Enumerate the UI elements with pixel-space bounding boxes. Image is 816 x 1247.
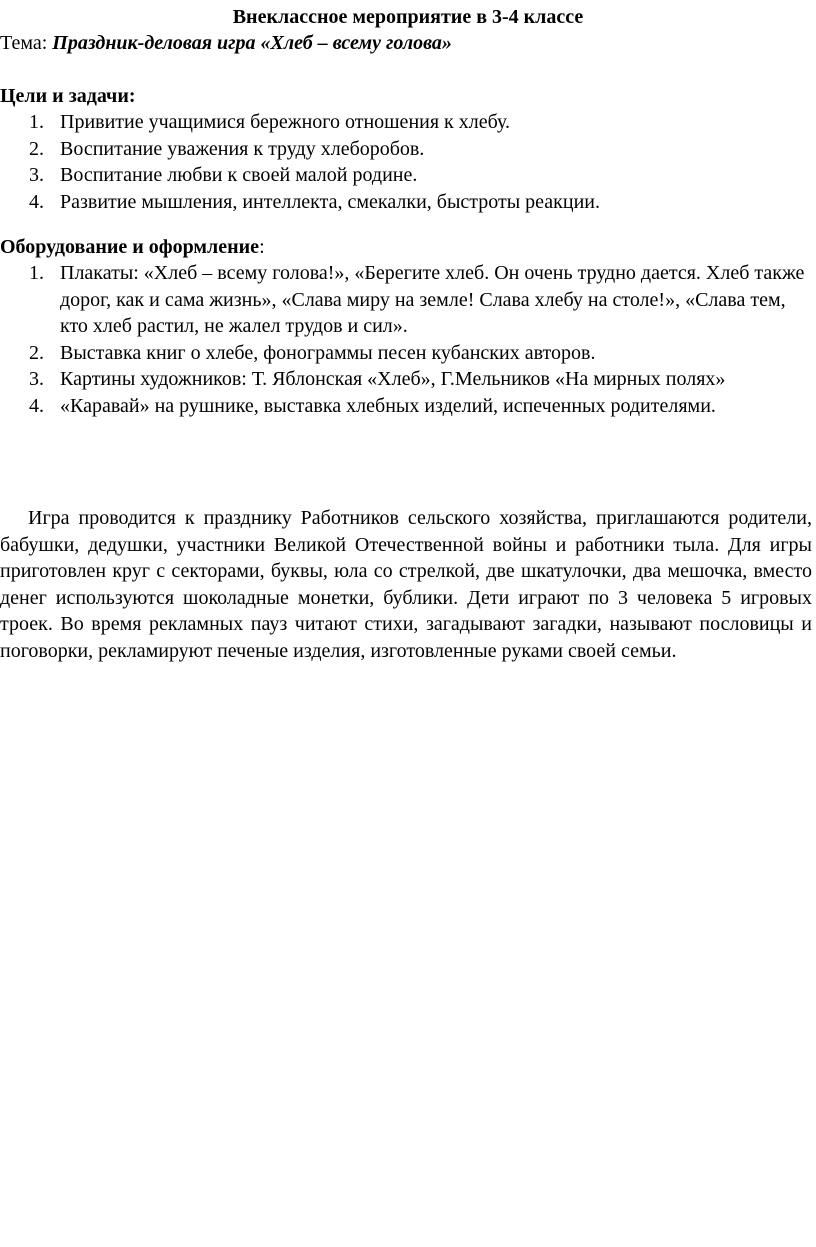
list-number: 2. xyxy=(29,341,44,364)
list-item xyxy=(0,366,812,393)
topic-value: Праздник-деловая игра «Хлеб – всему голова» xyxy=(52,32,452,54)
topic-line xyxy=(0,30,816,57)
topic-label: Тема: xyxy=(0,32,53,54)
list-number: 3. xyxy=(29,368,44,390)
list-item-text: Воспитание уважения к труду хлеборобов. xyxy=(60,137,425,160)
list-item xyxy=(0,393,812,420)
equipment-heading-line xyxy=(0,234,816,261)
list-item xyxy=(0,162,812,189)
equipment-heading: Оборудование и оформление xyxy=(0,236,260,258)
list-item xyxy=(0,109,812,136)
list-item-text: «Каравай» на рушнике, выставка хлебных изделий, испеченных родителями. xyxy=(60,394,716,417)
goals-heading: Цели и задачи: xyxy=(0,85,136,107)
list-number: 4. xyxy=(29,190,44,213)
equipment-list xyxy=(0,260,812,419)
document-title: Внеклассное мероприятие в 3-4 классе xyxy=(232,6,584,28)
list-number: 4. xyxy=(29,394,44,417)
list-number: 1. xyxy=(29,111,44,133)
list-item xyxy=(0,189,812,216)
list-item xyxy=(0,340,812,367)
list-item xyxy=(0,260,812,340)
list-number: 2. xyxy=(29,137,44,160)
list-item-text: Привитие учащимися бережного отношения к хлебу. xyxy=(60,111,511,133)
description-paragraph: Игра проводится к празднику Работников сельского хозяйства, приглашаются родители, бабушки, дедушки, участники Великой Отечественной войны и работники тыла. Для игры приготовлен круг с секторами, буквы, юла со стрелкой, две шкатулочки, два мешочка, вместо денег используются шоколадные монетки, бублики. Дети играют по 3 человека 5 игровых троек. Во время рекламных пауз читают стихи, загадывают загадки, называют пословицы и поговорки, рекламируют печеные изделия, изготовленные руками своей семьи. xyxy=(0,507,812,662)
goals-list xyxy=(0,109,812,215)
list-item xyxy=(0,136,812,163)
list-item-text: Плакаты: «Хлеб – всему голова!», «Берегите хлеб. Он очень трудно дается. Хлеб также дорог, как и сама жизнь», «Слава миру на земле! Слава хлебу на столе!», «Слава тем, кто хлеб растил, не жалел трудов и сил». xyxy=(60,262,805,337)
list-number: 3. xyxy=(29,164,44,186)
list-item-text: Выставка книг о хлебе, фонограммы песен кубанских авторов. xyxy=(60,341,596,364)
list-item-text: Воспитание любви к своей малой родине. xyxy=(60,164,418,186)
equipment-heading-colon: : xyxy=(259,236,265,258)
list-item-text: Развитие мышления, интеллекта, смекалки, быстроты реакции. xyxy=(60,190,600,213)
list-number: 1. xyxy=(29,262,44,284)
list-item-text: Картины художников: Т. Яблонская «Хлеб», Г.Мельников «На мирных полях» xyxy=(60,368,726,390)
